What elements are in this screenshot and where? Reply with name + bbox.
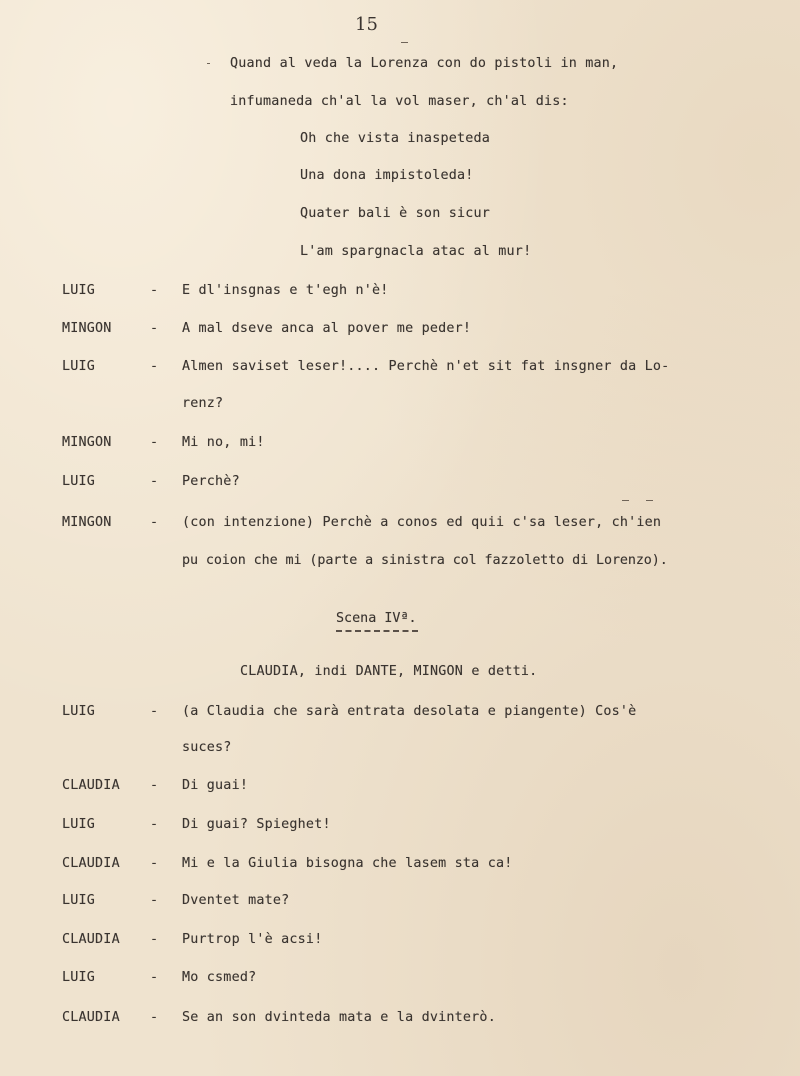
dialogue-text: (a Claudia che sarà entrata desolata e piangente) Cos'è	[182, 704, 637, 719]
speaker-name: LUIG	[62, 970, 96, 985]
speaker-dash: -	[150, 515, 159, 530]
speaker-name: CLAUDIA	[62, 778, 120, 793]
speaker-name: CLAUDIA	[62, 932, 120, 947]
dialogue-text: A mal dseve anca al pover me peder!	[182, 321, 472, 336]
dialogue-text: Purtrop l'è acsi!	[182, 932, 323, 947]
speaker-name: CLAUDIA	[62, 1010, 120, 1025]
speaker-dash: -	[150, 817, 159, 832]
dialogue-text: Di guai!	[182, 778, 249, 793]
speaker-dash: -	[150, 893, 159, 908]
dialogue-text: Di guai? Spieghet!	[182, 817, 331, 832]
dialogue-text: Se an son dvinteda mata e la dvinterò.	[182, 1010, 496, 1025]
speaker-name: LUIG	[62, 817, 96, 832]
verse-line	[300, 244, 531, 260]
speaker-dash: -	[150, 932, 159, 947]
scene-characters	[240, 664, 537, 680]
speaker-dash: -	[150, 283, 159, 298]
dialogue-text: Mi no, mi!	[182, 435, 265, 450]
speaker-dash: -	[150, 704, 159, 719]
verse-text: Oh che vista inaspeteda	[300, 131, 491, 146]
verse-line	[300, 206, 490, 222]
stage-direction-line	[230, 56, 618, 72]
dialogue-text: Mo csmed?	[182, 970, 257, 985]
verse-line	[300, 168, 474, 184]
verse-text: Una dona impistoleda!	[300, 168, 474, 183]
speaker-name: LUIG	[62, 704, 96, 719]
speaker-dash: -	[150, 970, 159, 985]
speaker-name: CLAUDIA	[62, 856, 120, 871]
ink-mark	[622, 500, 629, 501]
verse-text: Quater bali è son sicur	[300, 206, 491, 221]
stage-direction-text: infumaneda ch'al la vol maser, ch'al dis:	[230, 94, 569, 109]
speaker-name: LUIG	[62, 474, 96, 489]
verse-line	[300, 131, 490, 147]
dialogue-text: suces?	[182, 740, 232, 755]
dialogue-text: Almen saviset leser!.... Perchè n'et sit fat insgner da Lo-	[182, 359, 670, 374]
speaker-dash: -	[150, 359, 159, 374]
dialogue-text: Dventet mate?	[182, 893, 290, 908]
dialogue-text: Perchè?	[182, 474, 240, 489]
ink-mark	[207, 63, 210, 64]
stage-direction-line	[230, 94, 569, 110]
speaker-name: LUIG	[62, 893, 96, 908]
speaker-name: MINGON	[62, 435, 112, 450]
speaker-name: MINGON	[62, 321, 112, 336]
scene-title: Scena IVª.	[336, 611, 417, 626]
ink-mark	[401, 42, 408, 43]
dialogue-text: pu coion che mi (parte a sinistra col fazzoletto di Lorenzo).	[182, 553, 668, 568]
speaker-dash: -	[150, 321, 159, 336]
speaker-dash: -	[150, 778, 159, 793]
dialogue-text: Mi e la Giulia bisogna che lasem sta ca!	[182, 856, 513, 871]
stage-direction-text: Quand al veda la Lorenza con do pistoli in man,	[230, 56, 619, 71]
speaker-name: MINGON	[62, 515, 112, 530]
dialogue-text: renz?	[182, 396, 224, 411]
scene-characters-text: CLAUDIA, indi DANTE, MINGON e detti.	[240, 664, 538, 679]
verse-text: L'am spargnacla atac al mur!	[300, 244, 532, 259]
page-number: 15	[355, 14, 378, 35]
dialogue-text: E dl'insgnas e t'egh n'è!	[182, 283, 389, 298]
scene-title-underline	[336, 630, 418, 632]
speaker-name: LUIG	[62, 359, 96, 374]
speaker-dash: -	[150, 435, 159, 450]
speaker-name: LUIG	[62, 283, 96, 298]
speaker-dash: -	[150, 856, 159, 871]
speaker-dash: -	[150, 1010, 159, 1025]
speaker-dash: -	[150, 474, 159, 489]
dialogue-text: (con intenzione) Perchè a conos ed quii c'sa leser, ch'ien	[182, 515, 662, 530]
ink-mark	[646, 500, 653, 501]
